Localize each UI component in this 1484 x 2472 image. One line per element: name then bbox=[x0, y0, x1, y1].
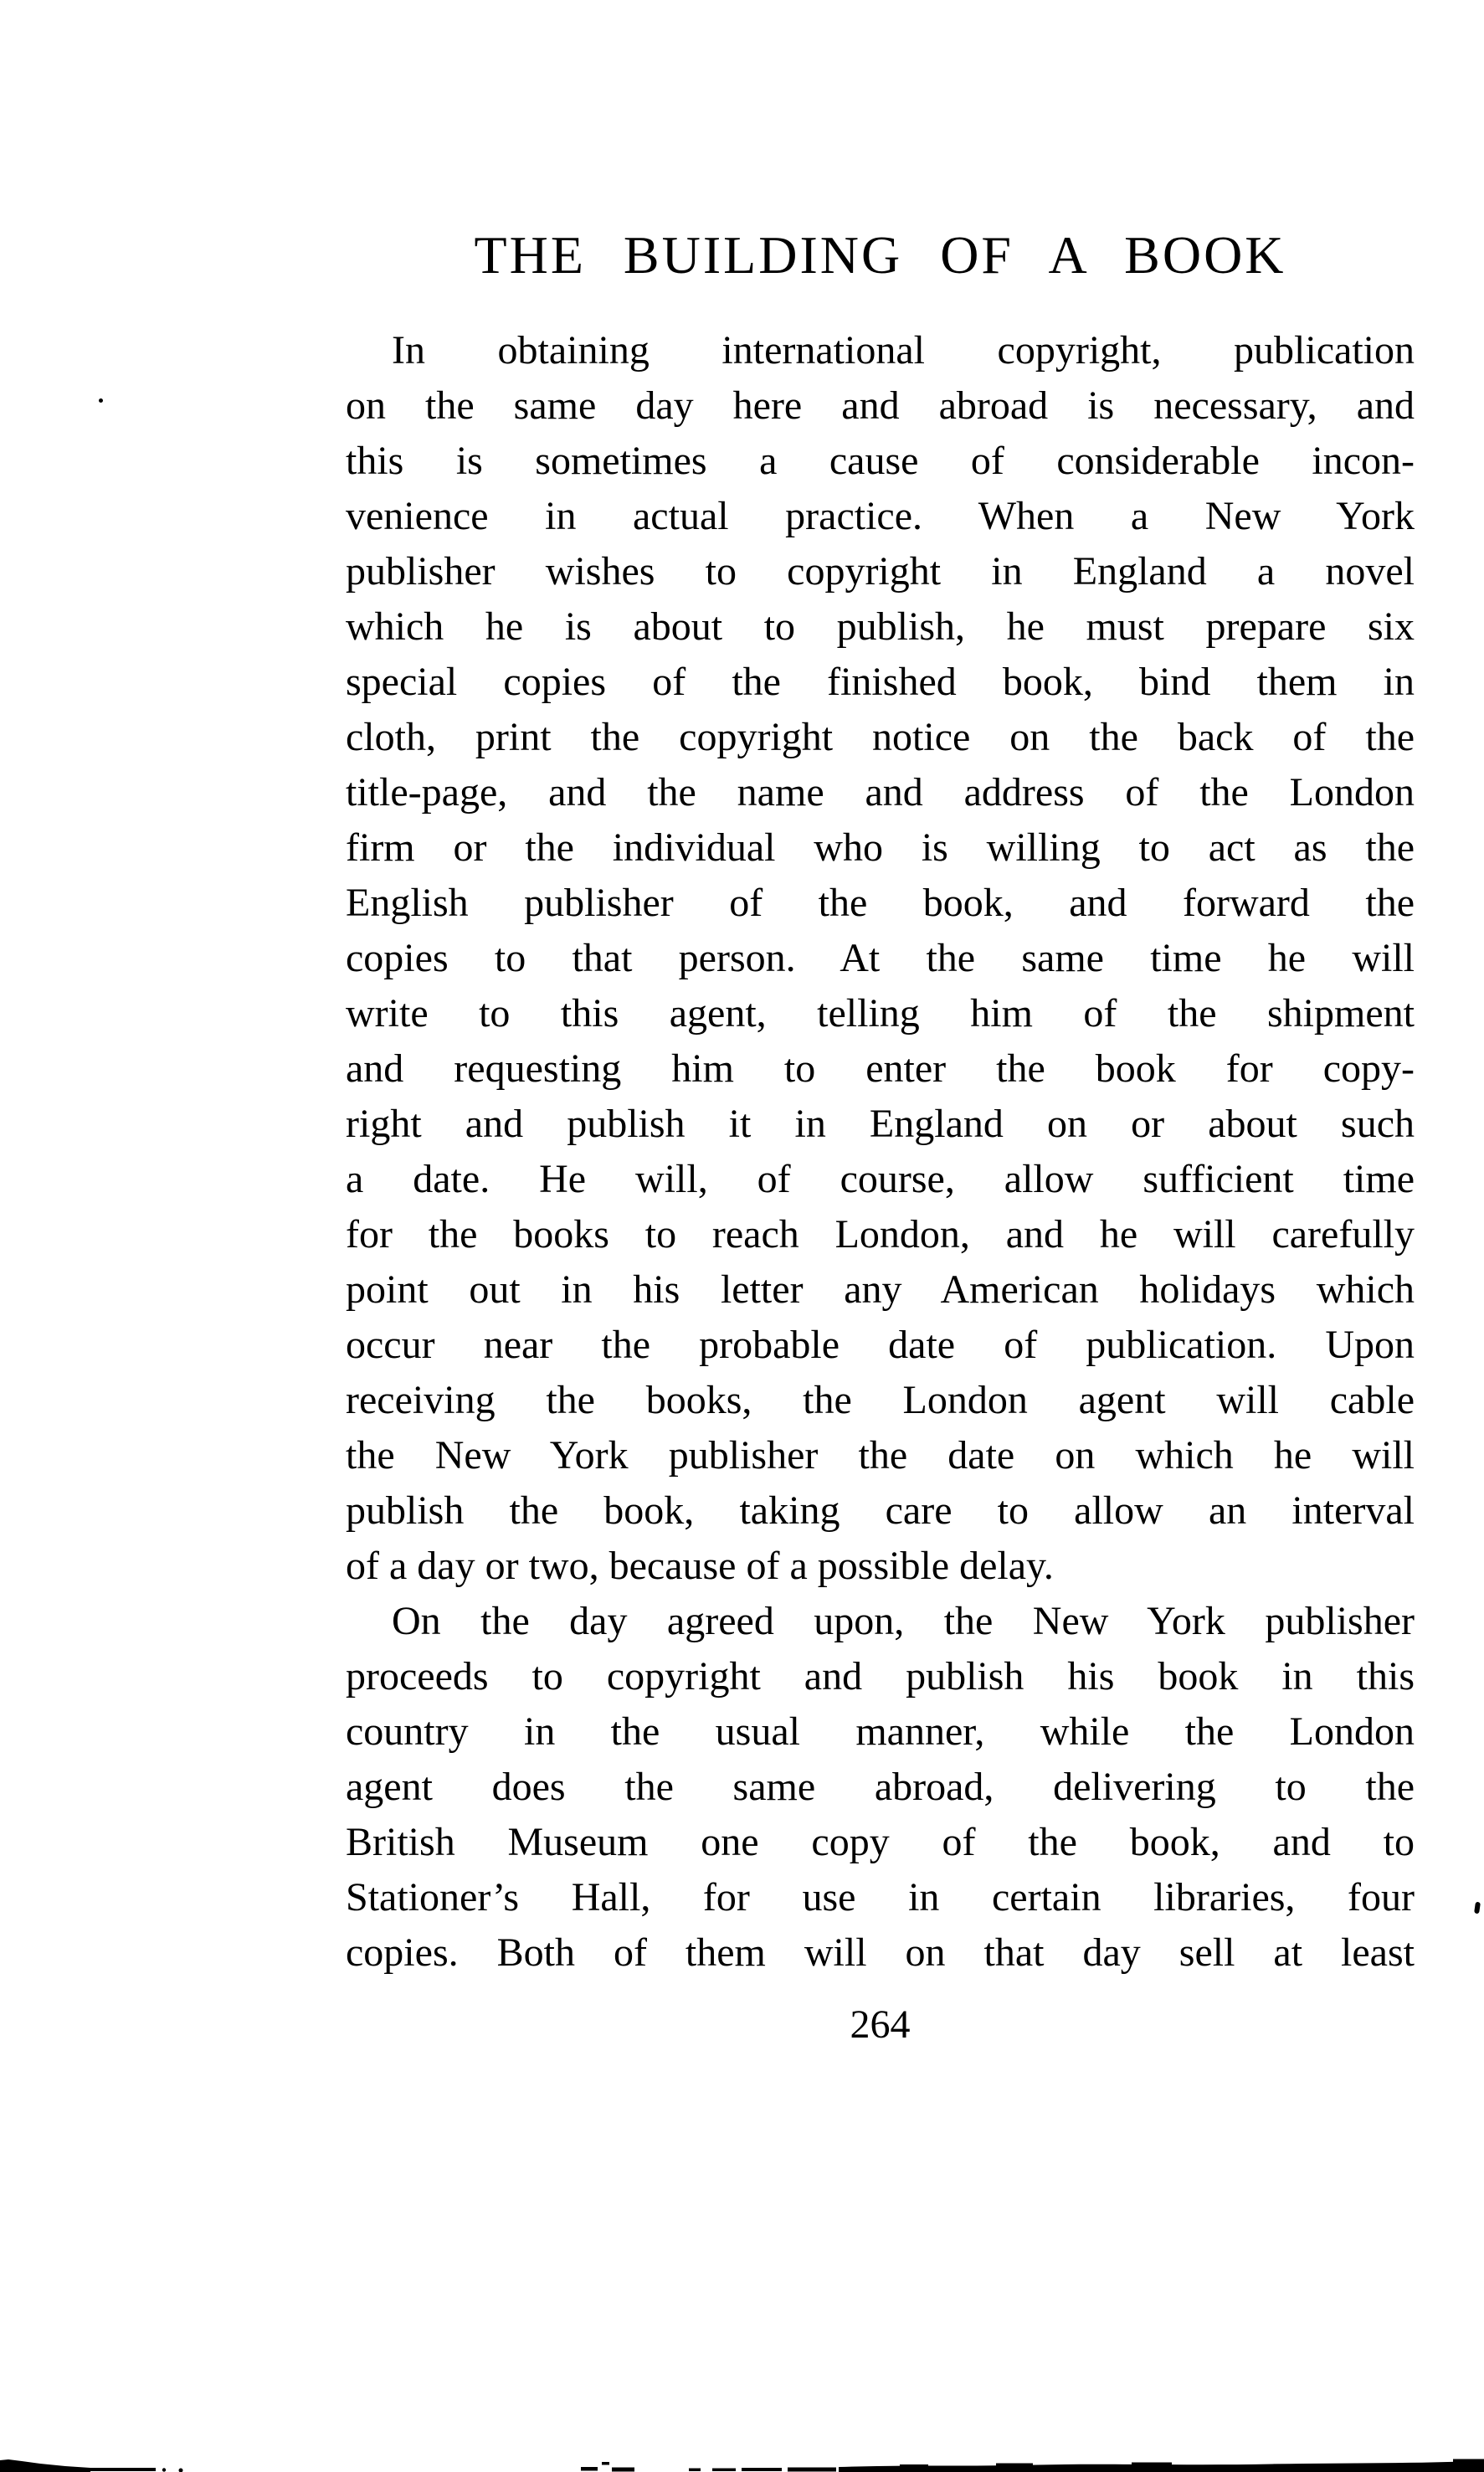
text-line: proceeds to copyright and publish his book in this bbox=[346, 1654, 1415, 1699]
scan-bump bbox=[1453, 2459, 1484, 2464]
scan-dash bbox=[788, 2468, 836, 2472]
text-line: copies. Both of them will on that day sell at least bbox=[346, 1930, 1415, 1975]
scan-bump bbox=[996, 2464, 1033, 2467]
text-line: firm or the individual who is willing to act as the bbox=[346, 825, 1415, 870]
text-line: copies to that person. At the same time he will bbox=[346, 936, 1415, 980]
ink-speck bbox=[99, 398, 103, 403]
page-title: THE BUILDING OF A BOOK bbox=[474, 225, 1286, 285]
scan-smudge-left-blob bbox=[0, 2459, 90, 2472]
scan-dash bbox=[689, 2469, 701, 2472]
text-line: occur near the probable date of publication. Upon bbox=[346, 1323, 1415, 1367]
text-line: special copies of the finished book, bind them in bbox=[346, 660, 1415, 704]
text-line: the New York publisher the date on which he will bbox=[346, 1433, 1415, 1478]
scan-dot bbox=[179, 2469, 183, 2472]
text-line: publish the book, taking care to allow an interval bbox=[346, 1488, 1415, 1533]
scan-bump bbox=[1132, 2463, 1172, 2467]
text-line: Stationer’s Hall, for use in certain libraries, four bbox=[346, 1875, 1415, 1920]
scan-dash bbox=[581, 2467, 598, 2471]
text-line: and requesting him to enter the book for copy- bbox=[346, 1046, 1415, 1091]
text-line: In obtaining international copyright, publication bbox=[392, 328, 1415, 373]
scan-dot bbox=[162, 2468, 166, 2471]
text-line: title-page, and the name and address of the London bbox=[346, 770, 1415, 815]
text-line: On the day agreed upon, the New York publisher bbox=[392, 1599, 1415, 1643]
scan-smudge-left-tail bbox=[87, 2468, 156, 2471]
text-line: publisher wishes to copyright in England a novel bbox=[346, 549, 1415, 594]
text-line: on the same day here and abroad is necessary, and bbox=[346, 383, 1415, 428]
text-line: agent does the same abroad, delivering to the bbox=[346, 1765, 1415, 1809]
ink-tick bbox=[1474, 1902, 1481, 1914]
text-line: which he is about to publish, he must prepare six bbox=[346, 604, 1415, 649]
text-line: a date. He will, of course, allow sufficient time bbox=[346, 1157, 1415, 1201]
bottom-edge-scan-artifacts bbox=[0, 2457, 1484, 2472]
scan-dash bbox=[712, 2469, 736, 2472]
text-line: of a day or two, because of a possible delay. bbox=[346, 1544, 1054, 1588]
text-line: this is sometimes a cause of considerable incon- bbox=[346, 439, 1415, 483]
text-line: receiving the books, the London agent will cable bbox=[346, 1378, 1415, 1422]
text-line: point out in his letter any American holidays which bbox=[346, 1267, 1415, 1312]
text-line: write to this agent, telling him of the shipment bbox=[346, 991, 1415, 1036]
scan-dash bbox=[602, 2462, 609, 2465]
text-line: English publisher of the book, and forward the bbox=[346, 881, 1415, 925]
scan-bump bbox=[900, 2464, 928, 2468]
text-line: for the books to reach London, and he will carefully bbox=[346, 1212, 1415, 1257]
text-line: right and publish it in England on or about such bbox=[346, 1102, 1415, 1146]
scan-dash bbox=[612, 2468, 634, 2472]
scan-dash bbox=[742, 2468, 782, 2471]
text-line: country in the usual manner, while the London bbox=[346, 1709, 1415, 1754]
page-number: 264 bbox=[850, 2002, 911, 2047]
text-line: British Museum one copy of the book, and to bbox=[346, 1820, 1415, 1864]
text-line: venience in actual practice. When a New York bbox=[346, 494, 1415, 538]
body-text bbox=[346, 323, 1415, 1981]
text-line: cloth, print the copyright notice on the back of the bbox=[346, 715, 1415, 759]
